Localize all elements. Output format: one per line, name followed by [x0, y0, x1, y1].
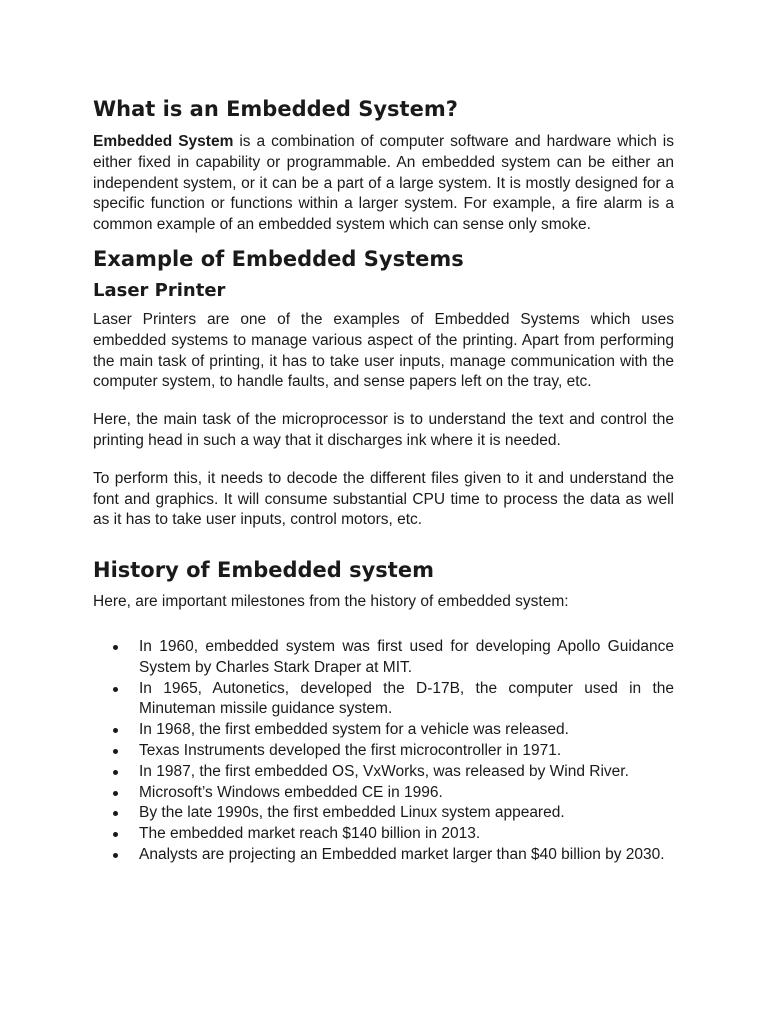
list-item	[93, 762, 674, 783]
bullet-icon	[113, 853, 118, 858]
bullet-icon	[113, 749, 118, 754]
history-list	[93, 637, 674, 866]
laser-paragraph-3: To perform this, it needs to decode the different files given to it and understand the font and graphics. It will consume substantial CPU time to process the data as well as it has to take user inputs, control motors, etc.	[93, 469, 674, 529]
list-item-text: Analysts are projecting an Embedded market larger than $40 billion by 2030.	[139, 845, 665, 863]
list-item-text: In 1987, the first embedded OS, VxWorks, was released by Wind River.	[139, 762, 629, 780]
list-item	[93, 720, 674, 741]
list-item-text: In 1960, embedded system was first used for developing Apollo Guidance System by Charles Stark Draper at MIT.	[139, 637, 674, 676]
list-item-text: Texas Instruments developed the first microcontroller in 1971.	[139, 741, 562, 759]
list-item-text: In 1968, the first embedded system for a vehicle was released.	[139, 721, 569, 739]
heading-examples: Example of Embedded Systems	[93, 246, 464, 271]
list-item	[93, 637, 674, 679]
intro-term: Embedded System	[93, 133, 234, 150]
bullet-icon	[113, 687, 118, 692]
list-item-text: In 1965, Autonetics, developed the D-17B, the computer used in the Minuteman missile guidance system.	[139, 679, 674, 718]
list-item	[93, 783, 674, 804]
history-intro: Here, are important milestones from the history of embedded system:	[93, 593, 569, 611]
list-item	[93, 824, 674, 845]
heading-laser-printer: Laser Printer	[93, 279, 226, 301]
bullet-icon	[113, 791, 118, 796]
intro-text: is a combination of computer software and hardware which is either fixed in capability or programmable. An embedded system can be either an independent system, or it can be a part of a large system. It is mostly designed for a specific function or functions within a larger system. For example, a fire alarm is a common example of an embedded system which can sense only smoke.	[93, 133, 674, 234]
list-item	[93, 679, 674, 721]
bullet-icon	[113, 832, 118, 837]
laser-paragraph-1: Laser Printers are one of the examples of Embedded Systems which uses embedded systems to manage various aspect of the printing. Apart from performing the main task of printing, it has to take user inputs, manage communication with the computer system, to handle faults, and sense papers left on the tray, etc.	[93, 310, 674, 391]
bullet-icon	[113, 811, 118, 816]
bullet-icon	[113, 770, 118, 775]
list-item-text: The embedded market reach $140 billion in 2013.	[139, 825, 481, 843]
heading-history: History of Embedded system	[93, 558, 434, 583]
heading-what-is-embedded-system: What is an Embedded System?	[93, 97, 458, 121]
list-item-text: Microsoft’s Windows embedded CE in 1996.	[139, 783, 443, 801]
bullet-icon	[113, 645, 118, 650]
list-item-text: By the late 1990s, the first embedded Linux system appeared.	[139, 804, 565, 822]
document-page	[93, 90, 674, 866]
laser-paragraph-2: Here, the main task of the microprocessor is to understand the text and control the printing head in such a way that it discharges ink where it is needed.	[93, 411, 674, 449]
list-item	[93, 741, 674, 762]
intro-paragraph	[93, 132, 674, 236]
list-item	[93, 803, 674, 824]
bullet-icon	[113, 728, 118, 733]
list-item	[93, 845, 674, 866]
